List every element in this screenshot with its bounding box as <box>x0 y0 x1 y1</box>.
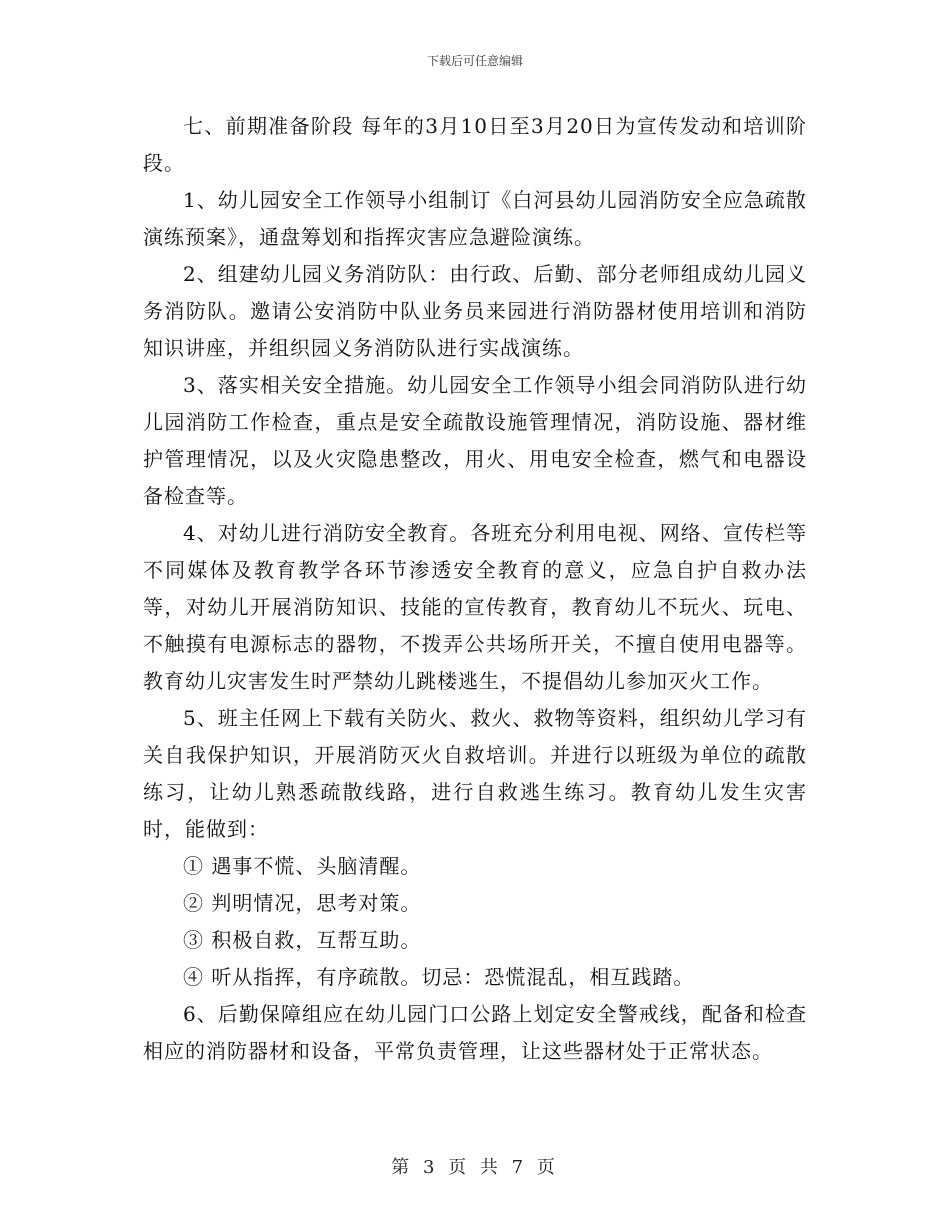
page-header: 下载后可任意编辑 <box>426 54 523 68</box>
paragraph-item-1: 1、幼儿园安全工作领导小组制订《白河县幼儿园消防安全应急疏散演练预案》，通盘筹划和指挥灾害应急避险演练。 <box>143 188 807 249</box>
paragraph-preparation-stage: 七、前期准备阶段 每年的3月10日至3月20日为宣传发动和培训阶段。 <box>143 114 807 175</box>
paragraph-item-4: 4、对幼儿进行消防安全教育。各班充分利用电视、网络、宣传栏等不同媒体及教育教学各环节渗透安全教育的意义，应急自护自救办法等，对幼儿开展消防知识、技能的宣传教育，教育幼儿不玩火、玩电、不触摸有电源标志的器物，不拨弄公共场所开关，不擅自使用电器等。教育幼儿灾害发生时严禁幼儿跳楼逃生，不提倡幼儿参加灭火工作。 <box>143 521 807 693</box>
paragraph-item-5: 5、班主任网上下载有关防火、救火、救物等资料，组织幼儿学习有关自我保护知识，开展消防灭火自救培训。并进行以班级为单位的疏散练习，让幼儿熟悉疏散线路，进行自救逃生练习。教育幼儿发生灾害时，能做到： <box>143 706 807 841</box>
list-item-circled-2: ② 判明情况，思考对策。 <box>183 891 422 915</box>
list-item-circled-4: ④ 听从指挥，有序疏散。切忌：恐慌混乱，相互践踏。 <box>183 965 695 989</box>
list-item-circled-1: ① 遇事不慌、头脑清醒。 <box>183 854 422 878</box>
document-body <box>143 108 807 1070</box>
paragraph-item-2: 2、组建幼儿园义务消防队：由行政、后勤、部分老师组成幼儿园义务消防队。邀请公安消防中队业务员来园进行消防器材使用培训和消防知识讲座，并组织园义务消防队进行实战演练。 <box>143 262 807 360</box>
paragraph-item-6: 6、后勤保障组应在幼儿园门口公路上划定安全警戒线，配备和检查相应的消防器材和设备，平常负责管理，让这些器材处于正常状态。 <box>143 1002 807 1063</box>
list-item-circled-3: ③ 积极自救，互帮互助。 <box>183 928 422 952</box>
page-number-footer: 第 3 页 共 7 页 <box>391 1157 559 1178</box>
paragraph-item-3: 3、落实相关安全措施。幼儿园安全工作领导小组会同消防队进行幼儿园消防工作检查，重点是安全疏散设施管理情况，消防设施、器材维护管理情况，以及火灾隐患整改，用火、用电安全检查，燃气和电器设备检查等。 <box>143 373 807 508</box>
